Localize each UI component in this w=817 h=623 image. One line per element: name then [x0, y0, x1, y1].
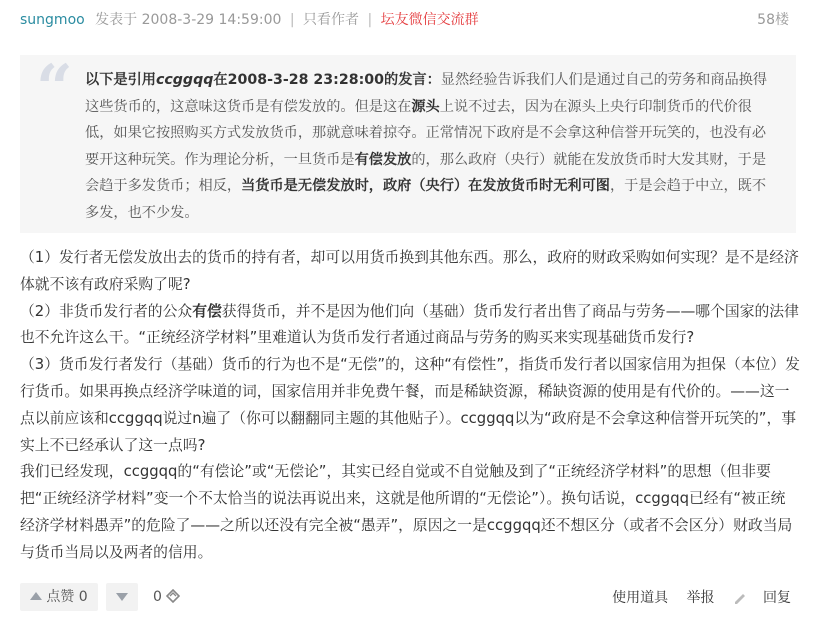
- post-actions: [20, 583, 791, 613]
- quote-mark-icon: “: [36, 51, 73, 126]
- like-button[interactable]: [20, 583, 98, 611]
- dislike-button[interactable]: [106, 583, 138, 611]
- thumb-up-icon: [30, 592, 42, 600]
- quote-user: ccggqq: [155, 72, 214, 88]
- quote-in: 在: [213, 72, 228, 88]
- reply-label: 回复: [763, 590, 791, 606]
- quote-block: [20, 51, 796, 233]
- quote-datetime: 2008-3-28 23:28:00: [227, 72, 385, 88]
- paragraph-2-bold: 有偿: [192, 302, 222, 320]
- quote-bold: 当货币是无偿发放时，政府（央行）在发放货币时无利可图: [241, 178, 610, 195]
- separator: |: [367, 12, 373, 28]
- only-author-link[interactable]: 只看作者: [303, 12, 360, 28]
- paragraph-1: （1）发行者无偿发放出去的货币的持有者，却可以用货币换到其他东西。那么，政府的财政采购如何实现？是不是经济体就不该有政府采购了呢?: [20, 249, 799, 293]
- quote-bold: 有偿发放: [354, 151, 412, 168]
- quote-speech-label: 的发言：: [384, 72, 441, 88]
- floor-number[interactable]: 58楼: [757, 12, 789, 28]
- like-count: 0: [78, 589, 88, 605]
- quote-text: [85, 67, 774, 227]
- right-actions: [598, 583, 791, 613]
- paragraph-4: 我们已经发现，ccggqq的“有偿论”或“无偿论”，其实已经自觉或不自觉触及到了“正统经济学材料”的思想（但非要把“正统经济学材料”变一个不太恰当的说法再说出来，这就是他所谓的“无偿论”）。换句话说，ccggqq已经有“被正统经济学材料愚弄”的危险了——之所以还没有完全被“愚弄”，原因之一是ccggqq还不想区分（或者不会区分）财政当局与货币当局以及两者的信用。: [20, 463, 793, 561]
- paragraph-2: [20, 299, 800, 353]
- use-tool-link[interactable]: 使用道具: [612, 590, 669, 606]
- post-header: [20, 9, 789, 31]
- separator: |: [289, 12, 295, 28]
- quote-segment: 的，那么政府（央行）就能在发放货币时大发其财，于是会趋于多发货币；相反，: [85, 151, 767, 195]
- paragraph-3: （3）货币发行者发行（基础）货币的行为也不是“无偿”的，这种“有偿性”，指货币发行者以国家信用为担保（本位）发行货币。如果再换点经济学味道的词，国家信用并非免费午餐，而是稀缺资源，稀缺资源的使用是有代价的。——这一点以前应该和ccggqq说过n遍了（你可以翻翻同主题的其他贴子）。ccggqq以为“政府是不会拿这种信誉开玩笑的”，事实上不已经承认了这一点吗?: [20, 356, 800, 454]
- wechat-group-link[interactable]: 坛友微信交流群: [380, 12, 479, 28]
- quote-segment: 显然经验告诉我们人们是通过自己的劳务和商品换得这些货币的，这意味这货币是有偿发放的。但是这在: [85, 72, 768, 115]
- quote-bold: 源头: [411, 98, 440, 115]
- paragraph-2-part: 获得货币，并不是因为他们向（基础）货币发行者出售了商品与劳务——哪个国家的法律也不允许这么干。“正统经济学材料”里难道认为货币发行者通过商品与劳务的购买来实现基础货币发行?: [20, 302, 799, 347]
- report-link[interactable]: 举报: [686, 590, 715, 606]
- post-date: 发表于 2008-3-29 14:59:00: [95, 12, 282, 28]
- like-label: 点赞: [46, 589, 75, 605]
- thumb-down-icon: [116, 593, 128, 601]
- pen-icon: [733, 592, 747, 604]
- reply-link[interactable]: [733, 590, 791, 606]
- author-link[interactable]: sungmoo: [20, 12, 85, 28]
- post-content: [20, 245, 800, 567]
- quote-segment: ，于是会趋于中立，既不多发，也不少发。: [85, 178, 767, 221]
- quote-prefix: 以下是引用: [85, 72, 156, 88]
- paragraph-2-part: （2）非货币发行者的公众: [20, 302, 193, 320]
- quote-segment: 上说不过去，因为在源头上央行印制货币的代价很低，如果它按照购买方式发放货币，那就意味着掠夺。正常情况下政府是不会拿这种信誉开玩笑的，也没有必要开这种玩笑。作为理论分析，一旦货币是: [85, 98, 767, 168]
- gem-icon: [166, 589, 180, 603]
- dislike-count: 0: [153, 589, 162, 605]
